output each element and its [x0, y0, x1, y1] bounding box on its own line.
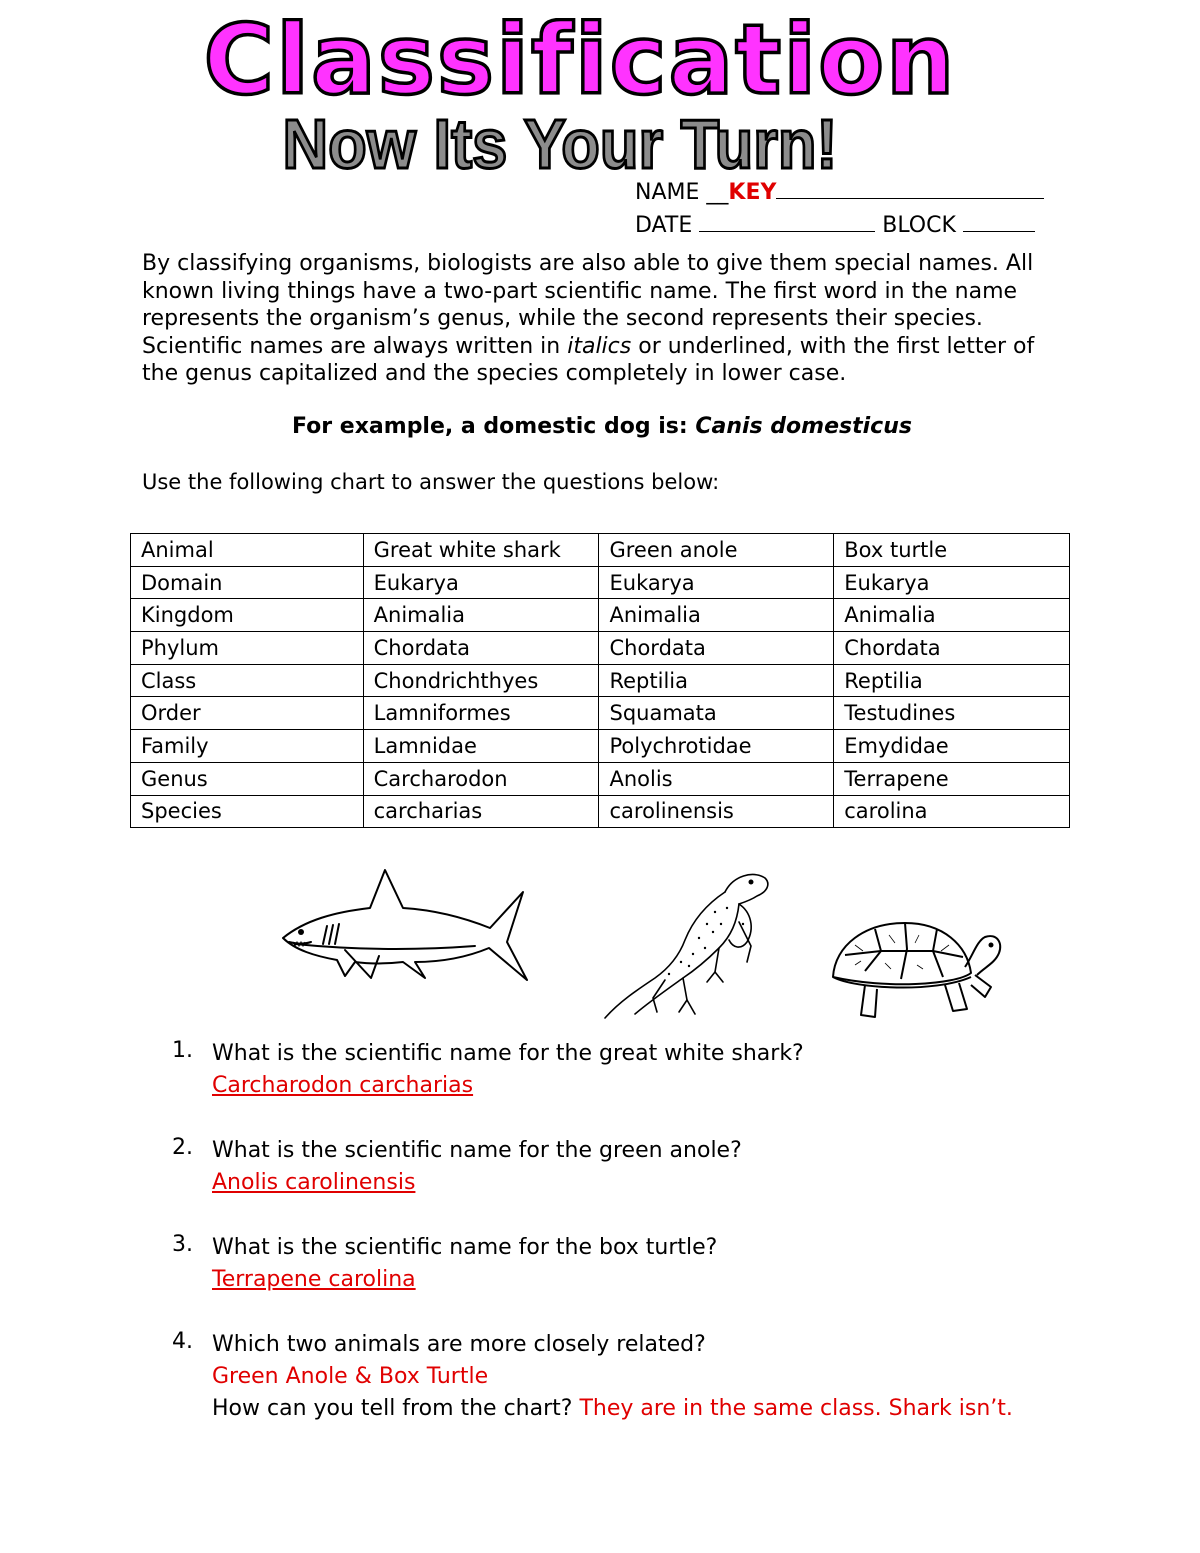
table-cell: carolina — [834, 795, 1070, 828]
table-cell: Box turtle — [834, 534, 1070, 567]
title-now-its-your-turn: Now Its Your Turn! — [282, 105, 838, 183]
shark-illustration — [275, 862, 535, 992]
table-cell: carolinensis — [599, 795, 834, 828]
box-turtle-illustration — [825, 915, 1005, 1030]
table-rank-label: Genus — [131, 762, 364, 795]
table-cell: Animalia — [834, 599, 1070, 632]
question-text: What is the scientific name for the green anole? — [212, 1138, 742, 1163]
table-cell: Chordata — [599, 632, 834, 665]
block-label: BLOCK — [882, 213, 956, 238]
worksheet-title-art — [180, 18, 980, 193]
table-cell: Reptilia — [834, 664, 1070, 697]
table-cell: Animalia — [363, 599, 599, 632]
intro-paragraph — [142, 250, 1062, 388]
table-cell: Polychrotidae — [599, 730, 834, 763]
chart-instruction: Use the following chart to answer the questions below: — [142, 470, 720, 494]
table-row — [131, 730, 1070, 763]
table-cell: Eukarya — [363, 566, 599, 599]
table-cell: Eukarya — [599, 566, 834, 599]
table-cell: Testudines — [834, 697, 1070, 730]
table-row — [131, 599, 1070, 632]
table-rank-label: Class — [131, 664, 364, 697]
title-classification: Classification — [203, 18, 957, 116]
question-text: Which two animals are more closely related? — [212, 1332, 706, 1357]
name-line — [635, 178, 1044, 205]
table-cell: Reptilia — [599, 664, 834, 697]
questions-list — [172, 1038, 1072, 1425]
table-cell: Carcharodon — [363, 762, 599, 795]
table-row — [131, 664, 1070, 697]
name-underline — [776, 178, 1044, 199]
table-cell: Terrapene — [834, 762, 1070, 795]
table-rank-label: Phylum — [131, 632, 364, 665]
table-row — [131, 534, 1070, 567]
table-cell: Chordata — [363, 632, 599, 665]
table-row — [131, 566, 1070, 599]
date-line — [635, 211, 1035, 238]
table-cell: Lamnidae — [363, 730, 599, 763]
name-value: KEY — [728, 180, 777, 205]
block-underline — [963, 211, 1035, 232]
example-scientific-name: Canis domesticus — [695, 414, 912, 439]
question-text: What is the scientific name for the great white shark? — [212, 1041, 804, 1066]
intro-text-1: By classifying organisms, biologists are also able to give them special names. All known living things have a two-part scientific name. The first word in the name represents the organism’s genus, while the second represents their species. Scientific names are always written in — [142, 251, 1034, 359]
table-cell: Anolis — [599, 762, 834, 795]
table-cell: Green anole — [599, 534, 834, 567]
question-number: 2. — [172, 1135, 193, 1160]
table-cell: Chordata — [834, 632, 1070, 665]
followup-answer: They are in the same class. Shark isn’t. — [579, 1396, 1013, 1421]
question-number: 3. — [172, 1232, 193, 1257]
intro-text-2: or underlined, with the first letter of the genus capitalized and the species completely in lower case. — [142, 333, 1035, 386]
table-cell: Chondrichthyes — [363, 664, 599, 697]
example-line — [142, 414, 1062, 439]
table-rank-label: Kingdom — [131, 599, 364, 632]
table-row — [131, 762, 1070, 795]
table-cell: Squamata — [599, 697, 834, 730]
date-label: DATE — [635, 213, 693, 238]
table-cell: Emydidae — [834, 730, 1070, 763]
table-rank-label: Family — [131, 730, 364, 763]
example-prefix: For example, a domestic dog is: — [292, 414, 696, 439]
table-rank-label: Animal — [131, 534, 364, 567]
table-rank-label: Species — [131, 795, 364, 828]
followup-line — [212, 1393, 1072, 1425]
question-2 — [172, 1135, 1072, 1199]
table-cell: Great white shark — [363, 534, 599, 567]
table-cell: carcharias — [363, 795, 599, 828]
intro-italic-word: italics — [567, 333, 632, 359]
table-cell: Animalia — [599, 599, 834, 632]
table-rank-label: Order — [131, 697, 364, 730]
table-row — [131, 795, 1070, 828]
question-text: What is the scientific name for the box turtle? — [212, 1235, 718, 1260]
table-cell: Lamniformes — [363, 697, 599, 730]
table-rank-label: Domain — [131, 566, 364, 599]
question-number: 1. — [172, 1038, 193, 1063]
answer-text: Anolis carolinensis — [212, 1170, 416, 1195]
answer-text: Terrapene carolina — [212, 1267, 416, 1292]
table-cell: Eukarya — [834, 566, 1070, 599]
question-4 — [172, 1329, 1072, 1425]
classification-table — [130, 533, 1070, 828]
answer-text: Carcharodon carcharias — [212, 1073, 474, 1098]
answer-text: Green Anole & Box Turtle — [212, 1364, 489, 1389]
table-row — [131, 632, 1070, 665]
followup-question: How can you tell from the chart? — [212, 1396, 580, 1421]
anole-illustration — [595, 862, 780, 1032]
date-underline — [699, 211, 875, 232]
table-row — [131, 697, 1070, 730]
question-number: 4. — [172, 1329, 193, 1354]
question-3 — [172, 1232, 1072, 1296]
name-label: NAME __ — [635, 180, 729, 205]
question-1 — [172, 1038, 1072, 1102]
